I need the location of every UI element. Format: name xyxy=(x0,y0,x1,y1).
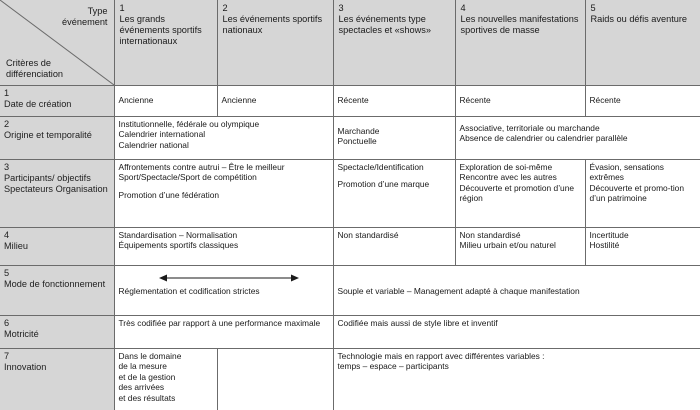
cell: Ancienne xyxy=(217,85,333,116)
criteria-label: Motricité xyxy=(4,328,39,339)
cell-line: Institutionnelle, fédérale ou olympique xyxy=(118,118,260,129)
corner-cell xyxy=(0,0,114,85)
cell xyxy=(585,159,700,227)
corner-label-type xyxy=(62,6,107,28)
column-label: Les événements type spectacles et «shows» xyxy=(338,14,431,36)
cell-line: et des résultats xyxy=(118,392,176,403)
cell xyxy=(114,348,217,410)
cell-empty xyxy=(217,348,333,410)
criteria-number: 7 xyxy=(4,350,10,361)
column-header-1 xyxy=(114,0,217,85)
cell: Codifiée mais aussi de style libre et inventif xyxy=(333,315,700,348)
column-number: 2 xyxy=(222,3,228,13)
cell-line: Promotion d’une marque xyxy=(337,179,430,189)
cell: Souple et variable – Management adapté à chaque manifestation xyxy=(333,265,700,315)
criteria-label: Origine et temporalité xyxy=(4,129,92,140)
cell-line: temps – espace – participants xyxy=(337,361,449,371)
header-row xyxy=(0,0,700,85)
cell-line: Découverte et promo-tion d’un patrimoine xyxy=(589,182,684,203)
cell-line: Non standardisé xyxy=(459,229,521,240)
criteria-number: 5 xyxy=(4,267,10,278)
column-label: Les nouvelles manifestations sportives de masse xyxy=(460,14,579,36)
criteria-cell xyxy=(0,348,114,410)
cell: Récente xyxy=(585,85,700,116)
cell-line: des arrivées xyxy=(118,382,165,392)
cell-line: Standardisation – Normalisation xyxy=(118,229,238,240)
table-row xyxy=(0,227,700,265)
corner-bottom-line: Critères de xyxy=(6,58,51,69)
cell-line: Associative, territoriale ou marchande xyxy=(459,122,600,133)
cell-line: Calendrier international xyxy=(118,129,206,139)
cell xyxy=(114,227,333,265)
cell-line: Rencontre avec les autres xyxy=(459,172,557,182)
cell-line: et de la gestion xyxy=(118,371,176,382)
cell-line: de la mesure xyxy=(118,361,167,371)
column-number: 4 xyxy=(460,3,466,13)
cell: Ancienne xyxy=(114,85,217,116)
cell-line: Affrontements contre autrui – Être le meilleur xyxy=(118,161,285,172)
cell: Non standardisé xyxy=(333,227,455,265)
criteria-cell xyxy=(0,116,114,159)
cell-line: Incertitude xyxy=(589,229,629,240)
criteria-number: 4 xyxy=(4,229,10,240)
cell xyxy=(585,227,700,265)
cell xyxy=(114,116,333,159)
cell-line: Réglementation et codification strictes xyxy=(118,285,260,296)
column-header-5 xyxy=(585,0,700,85)
table-row xyxy=(0,116,700,159)
cell xyxy=(333,348,700,410)
criteria-number: 2 xyxy=(4,118,10,129)
double-arrow xyxy=(119,273,329,283)
column-label: Les événements sportifs nationaux xyxy=(222,14,323,36)
criteria-cell xyxy=(0,227,114,265)
column-label: Raids ou défis aventure xyxy=(590,14,688,25)
cell-line: Équipements sportifs classiques xyxy=(118,240,239,250)
criteria-cell xyxy=(0,315,114,348)
cell-line: Exploration de soi-même xyxy=(459,161,553,172)
criteria-label: Milieu xyxy=(4,240,28,251)
criteria-label: Date de création xyxy=(4,98,72,109)
cell xyxy=(455,227,585,265)
criteria-label: Participants/ objectifs Spectateurs Organisation xyxy=(4,172,108,194)
criteria-cell xyxy=(0,85,114,116)
cell xyxy=(333,116,455,159)
table-row xyxy=(0,348,700,410)
cell: Récente xyxy=(455,85,585,116)
corner-top-line: événement xyxy=(62,17,108,28)
criteria-cell xyxy=(0,265,114,315)
cell-line: Dans le domaine xyxy=(118,350,182,361)
table-row xyxy=(0,159,700,227)
table-row xyxy=(0,265,700,315)
column-header-3 xyxy=(333,0,455,85)
cell-line: Technologie mais en rapport avec différentes variables : xyxy=(337,350,545,361)
cell-line: Sport/Spectacle/Sport de compétition xyxy=(118,172,257,182)
column-header-4 xyxy=(455,0,585,85)
cell: Très codifiée par rapport à une performance maximale xyxy=(114,315,333,348)
column-header-2 xyxy=(217,0,333,85)
criteria-cell xyxy=(0,159,114,227)
criteria-number: 3 xyxy=(4,161,10,172)
cell-line: Promotion d’une fédération xyxy=(118,189,220,200)
cell xyxy=(114,159,333,227)
cell: Récente xyxy=(333,85,455,116)
table-row xyxy=(0,315,700,348)
cell-line: Absence de calendrier ou calendrier parallèle xyxy=(459,133,628,143)
double-arrow-icon xyxy=(159,273,299,283)
cell xyxy=(114,265,333,315)
corner-bottom-line: différenciation xyxy=(6,69,64,80)
cell-line: Hostilité xyxy=(589,240,620,250)
column-label: Les grands événements sportifs internationaux xyxy=(119,14,202,47)
column-number: 3 xyxy=(338,3,344,13)
corner-label-criteria xyxy=(6,58,63,80)
column-number: 5 xyxy=(590,3,596,13)
cell-line: Marchande xyxy=(337,125,380,136)
cell xyxy=(455,116,700,159)
corner-top-line: Type xyxy=(87,6,108,16)
column-number: 1 xyxy=(119,3,125,13)
cell-line: Calendrier national xyxy=(118,139,189,150)
criteria-number: 1 xyxy=(4,87,10,98)
criteria-label: Mode de fonctionnement xyxy=(4,278,106,289)
criteria-number: 6 xyxy=(4,317,10,328)
cell-line: Découverte et promotion d’une région xyxy=(459,182,575,203)
cell-line: Évasion, sensations extrêmes xyxy=(589,161,664,182)
cell xyxy=(455,159,585,227)
cell-line: Milieu urbain et/ou naturel xyxy=(459,240,556,250)
table-row xyxy=(0,85,700,116)
cell-line: Spectacle/Identification xyxy=(337,161,424,172)
cell xyxy=(333,159,455,227)
criteria-label: Innovation xyxy=(4,361,47,372)
cell-line: Ponctuelle xyxy=(337,136,377,146)
